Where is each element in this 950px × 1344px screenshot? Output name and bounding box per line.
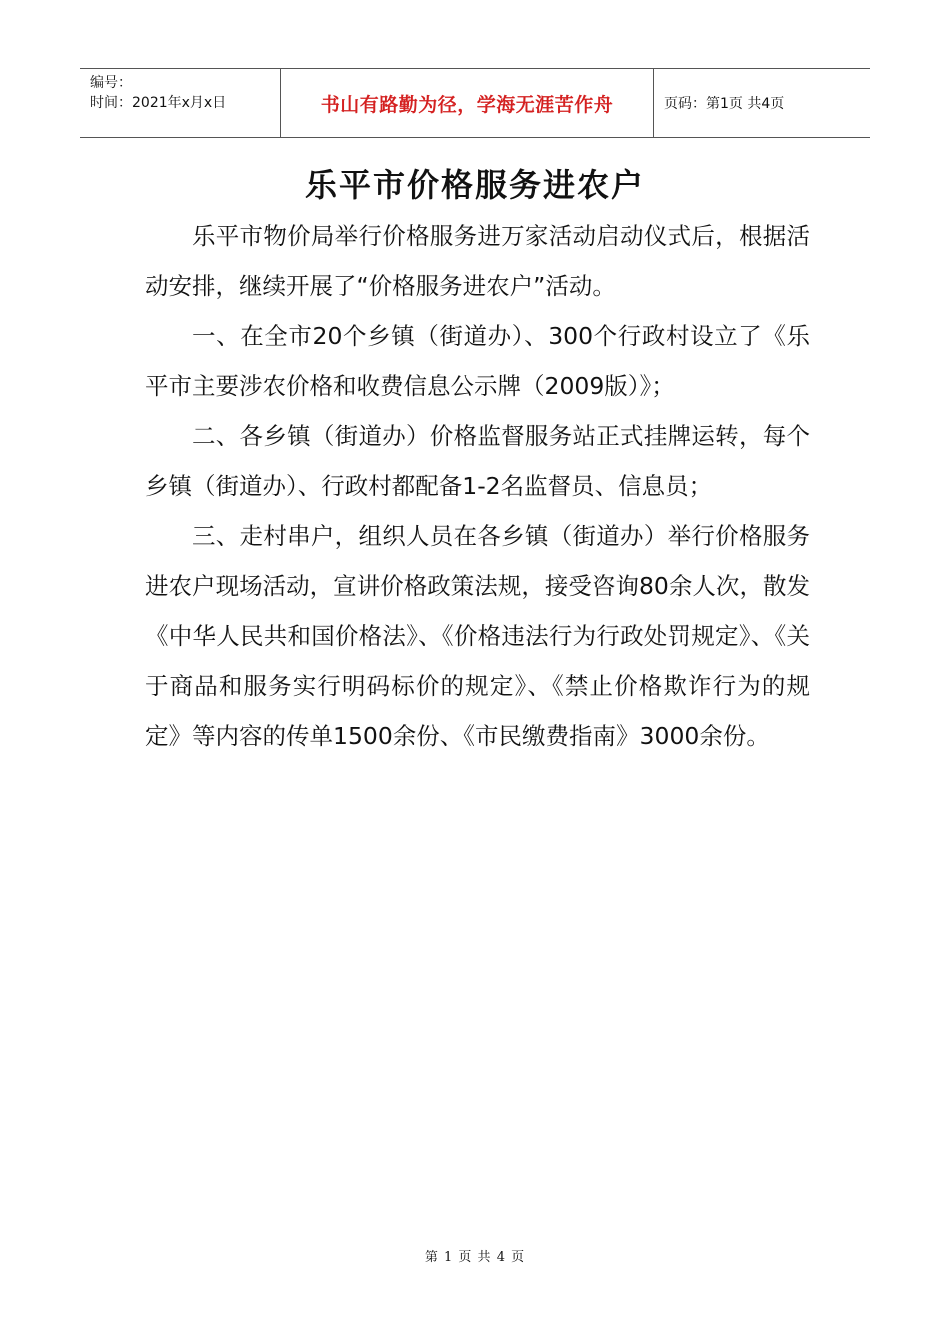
header-table — [80, 68, 870, 138]
document-body — [145, 211, 810, 761]
document-date-label: 时间：2021年x月x日 — [90, 95, 227, 111]
paragraph-item-1: 一、在全市20个乡镇（街道办）、300个行政村设立了《乐平市主要涉农价格和收费信息公示牌（2009版）》； — [145, 322, 810, 400]
header-page-info: 页码：第1页 共4页 — [664, 96, 785, 112]
document-number-label: 编号： — [90, 75, 132, 91]
page-footer: 第 1 页 共 4 页 — [424, 1250, 526, 1265]
document-title: 乐平市价格服务进农户 — [304, 166, 645, 204]
paragraph-item-3: 三、走村串户，组织人员在各乡镇（街道办）举行价格服务进农户现场活动，宣讲价格政策法规，接受咨询80余人次，散发《中华人民共和国价格法》、《价格违法行为行政处罚规定》、《关于商品和服务实行明码标价的规定》、《禁止价格欺诈行为的规定》等内容的传单1500余份、《市民缴费指南》3000余份。 — [145, 522, 810, 750]
header-meta — [80, 69, 281, 137]
paragraph-intro: 乐平市物价局举行价格服务进万家活动启动仪式后，根据活动安排，继续开展了“价格服务进农户”活动。 — [145, 222, 810, 300]
header-motto: 书山有路勤为径，学海无涯苦作舟 — [281, 69, 654, 137]
paragraph-item-2: 二、各乡镇（街道办）价格监督服务站正式挂牌运转，每个乡镇（街道办）、行政村都配备1-2名监督员、信息员； — [145, 422, 810, 500]
